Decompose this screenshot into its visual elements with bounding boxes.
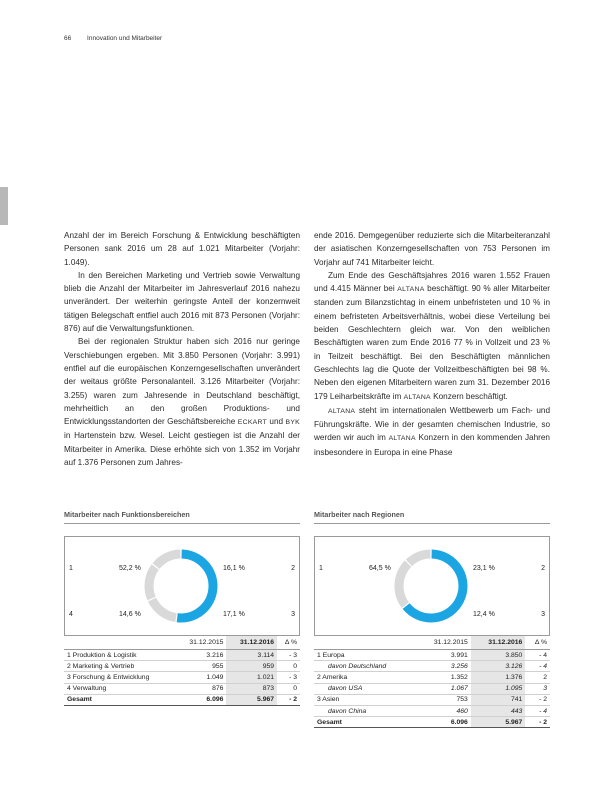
cell-v2016: 443 (471, 705, 525, 716)
cell-v2015: 955 (176, 661, 227, 672)
side-tab-marker (0, 187, 8, 225)
cell-v2016: 3.850 (471, 650, 525, 661)
cell-v2015: 460 (416, 705, 470, 716)
cell-delta: - 3 (277, 650, 300, 661)
cell-name: Gesamt (64, 694, 176, 705)
text-run: beschäftigt. 90 % aller Mitarbeiter standen zum Bilanzstichtag in einem unbefristeten und 10 % in einem befristeten Arbeitsverhältnis, wobei diese Verteilung bei beiden Geschlechtern gleich war. Von den weiblichen Beschäftigten waren zum Ende 2016 77 % in Vollzeit und 23 % in Teilzeit beschäftigt. Bei den Beschäftigten männlichen Geschlechts lag die Quote der Vollzeitbeschäftigten bei 98 %. Neben den eigenen Mitarbeitern waren zum 31. Dezember 2016 179 Leiharbeitskräfte im (314, 284, 551, 401)
segment-percent: 14,6 % (119, 611, 141, 618)
brand-byk: BYK (285, 419, 301, 427)
table-row (64, 650, 300, 661)
table-total-row (314, 717, 550, 728)
paragraph: In den Bereichen Marketing und Vertrieb sowie Verwaltung blieb die Anzahl der Mitarbeiter im Jahresverlauf 2016 nahezu unverändert. Der weiterhin geringste Anteil der konzernweit tätigen Belegschaft entfiel auch 2016 mit 873 Personen (Vorjahr: 876) auf die Verwaltungsfunktionen. (64, 270, 300, 334)
cell-v2016: 3.114 (226, 650, 277, 661)
segment-percent: 64,5 % (369, 565, 391, 572)
text-run: in Hartenstein bzw. Wesel. Leicht gestiegen ist die Anzahl der Mitarbeiter in Amerika. Diese erhöhte sich von 1.352 im Vorjahr auf 1.376 Personen zum Jahres- (64, 431, 300, 468)
cell-v2016: 959 (226, 661, 277, 672)
donut-segment-2 (152, 600, 176, 618)
brand-altana: ALTANA (403, 393, 431, 401)
paragraph: ende 2016. Demgegenüber reduzierte sich die Mitarbeiteranzahl der asiatischen Konzerngesellschaften von 753 Personen im Vorjahr auf 741 Mitarbeiter leicht. (314, 231, 550, 267)
cell-v2015: 6.096 (416, 717, 470, 728)
cell-delta: 0 (277, 661, 300, 672)
donut-segment-3 (149, 567, 155, 598)
text-run: Konzern in den kommenden Jahren insbesondere in Europa in eine Phase (314, 433, 550, 457)
segment-number: 2 (291, 565, 295, 572)
col-header-2016: 31.12.2016 (471, 636, 525, 650)
donut-chart-box (314, 536, 550, 635)
text-run: und (267, 417, 286, 427)
brand-altana: ALTANA (328, 407, 356, 415)
table-row (64, 661, 300, 672)
segment-percent: 12,4 % (473, 611, 495, 618)
table-row (64, 672, 300, 683)
table-row (314, 683, 550, 694)
donut-segment-3 (409, 554, 430, 563)
segment-percent: 17,1 % (223, 611, 245, 618)
donut-segment-1 (177, 554, 213, 618)
cell-delta: - 4 (525, 661, 550, 672)
brand-eckart: ECKART (237, 419, 268, 427)
col-header-2016: 31.12.2016 (226, 636, 277, 650)
cell-v2016: 5.967 (226, 694, 277, 705)
table-row (314, 650, 550, 661)
segment-number: 1 (319, 565, 323, 572)
cell-v2015: 1.067 (416, 683, 470, 694)
cell-v2015: 1.352 (416, 672, 470, 683)
cell-v2015: 6.096 (176, 694, 227, 705)
cell-v2015: 1.049 (176, 672, 227, 683)
cell-name: 2 Marketing & Vertrieb (64, 661, 176, 672)
figure-title: Mitarbeiter nach Regionen (314, 510, 550, 524)
cell-v2015: 3.256 (416, 661, 470, 672)
donut-segment-2 (399, 564, 408, 605)
cell-name: 2 Amerika (314, 672, 416, 683)
cell-v2016: 1.376 (471, 672, 525, 683)
cell-v2015: 876 (176, 683, 227, 694)
segment-number: 3 (291, 611, 295, 618)
cell-name: 1 Produktion & Logistik (64, 650, 176, 661)
col-header-2015: 31.12.2015 (176, 636, 227, 650)
cell-name: 3 Forschung & Entwicklung (64, 672, 176, 683)
col-header-2015: 31.12.2015 (416, 636, 470, 650)
cell-name: 4 Verwaltung (64, 683, 176, 694)
paragraph (314, 269, 550, 404)
segment-percent: 23,1 % (473, 565, 495, 572)
cell-v2015: 3.216 (176, 650, 227, 661)
table-row (314, 672, 550, 683)
cell-delta: - 4 (525, 705, 550, 716)
data-table-regions (314, 635, 550, 728)
segment-percent: 16,1 % (223, 565, 245, 572)
figure-regions (314, 510, 550, 728)
cell-delta: - 2 (525, 717, 550, 728)
table-row (314, 705, 550, 716)
col-header-delta: Δ % (525, 636, 550, 650)
cell-v2016: 1.021 (226, 672, 277, 683)
cell-name: 1 Europa (314, 650, 416, 661)
figure-title: Mitarbeiter nach Funktionsbereichen (64, 510, 300, 524)
donut-segment-4 (156, 554, 180, 566)
table-row (314, 694, 550, 705)
section-title: Innovation und Mitarbeiter (87, 35, 163, 42)
page-number: 66 (64, 35, 72, 42)
cell-delta: - 2 (525, 694, 550, 705)
segment-number: 1 (69, 565, 73, 572)
cell-delta: 0 (277, 683, 300, 694)
table-total-row (64, 694, 300, 705)
segment-number: 2 (541, 565, 545, 572)
text-column-right (314, 229, 550, 459)
cell-v2016: 873 (226, 683, 277, 694)
cell-v2016: 5.967 (471, 717, 525, 728)
segment-number: 4 (69, 611, 73, 618)
paragraph (64, 335, 300, 469)
text-run: Bei der regionalen Struktur haben sich 2016 nur geringe Verschiebungen ergeben. Mit 3.850 Personen (Vorjahr: 3.991) entfiel auf die europäischen Konzerngesellschaften unverändert der weitaus größte Personalanteil. 3.126 Mitarbeiter (Vorjahr: 3.255) waren zum Jahresende in Deutschland beschäftigt, mehrheitlich an den großen Produktions- und Entwicklungsstandorten der Geschäftsbereiche (64, 337, 300, 427)
cell-v2015: 3.991 (416, 650, 470, 661)
donut-chart-functions (143, 548, 219, 624)
brand-altana: ALTANA (388, 435, 416, 443)
paragraph (314, 404, 550, 459)
page-header (64, 35, 162, 42)
text-run: Zum Ende des Geschäftsjahres 2016 waren 1.552 Frauen und 4.415 Männer bei (314, 270, 550, 294)
cell-v2016: 741 (471, 694, 525, 705)
donut-chart-regions (393, 548, 469, 624)
paragraph: Anzahl der im Bereich Forschung & Entwicklung beschäftigten Personen sank 2016 um 28 auf 1.021 Mitarbeiter (Vorjahr: 1.049). (64, 231, 300, 267)
cell-delta: - 3 (277, 672, 300, 683)
table-row (64, 683, 300, 694)
col-header-delta: Δ % (277, 636, 300, 650)
cell-delta: 3 (525, 683, 550, 694)
text-column-left (64, 229, 300, 469)
data-table-functions (64, 635, 300, 706)
col-header-empty (314, 636, 416, 650)
cell-name: davon USA (314, 683, 416, 694)
cell-v2015: 753 (416, 694, 470, 705)
segment-number: 3 (541, 611, 545, 618)
cell-v2016: 3.126 (471, 661, 525, 672)
cell-delta: - 2 (277, 694, 300, 705)
text-run: steht im internationalen Wettbewerb um Fach- und Führungskräfte. Wie in der gesamten chemischen Industrie, so werden wir auch im (314, 405, 550, 443)
figure-functions (64, 510, 300, 706)
cell-name: 3 Asien (314, 694, 416, 705)
cell-delta: - 4 (525, 650, 550, 661)
text-run: Konzern beschäftigt. (430, 391, 508, 401)
segment-percent: 52,2 % (119, 565, 141, 572)
cell-name: davon China (314, 705, 416, 716)
cell-delta: 2 (525, 672, 550, 683)
col-header-empty (64, 636, 176, 650)
cell-v2016: 1.095 (471, 683, 525, 694)
cell-name: davon Deutschland (314, 661, 416, 672)
brand-altana: ALTANA (397, 286, 425, 294)
donut-chart-box (64, 536, 300, 635)
table-row (314, 661, 550, 672)
cell-name: Gesamt (314, 717, 416, 728)
